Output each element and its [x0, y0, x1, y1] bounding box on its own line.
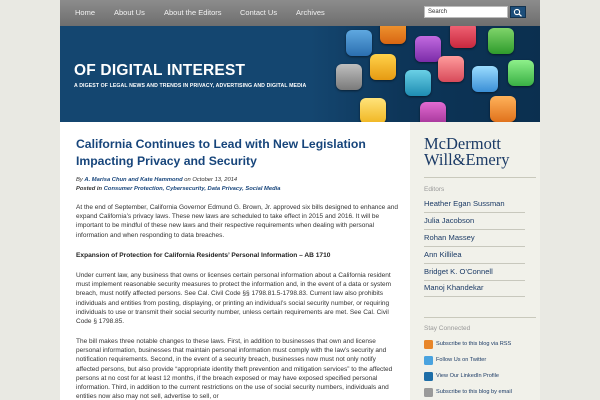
search-button[interactable]: [510, 6, 526, 18]
post-title[interactable]: California Continues to Lead with New Legislation Impacting Privacy and Security: [76, 137, 366, 168]
post-subheading: Expansion of Protection for California Residents’ Personal Information – AB 1710: [76, 252, 331, 259]
post-categories-line: [76, 186, 280, 192]
app-icon: [360, 98, 386, 122]
divider: [424, 317, 536, 318]
search-input[interactable]: Search: [424, 6, 508, 18]
nav-archives[interactable]: Archives: [296, 8, 325, 17]
rss-link[interactable]: [424, 338, 536, 351]
nav-about-us[interactable]: About Us: [114, 8, 145, 17]
editor-link[interactable]: Julia Jacobson: [424, 213, 525, 230]
linkedin-link[interactable]: [424, 370, 536, 383]
by-prefix: By: [76, 177, 83, 183]
divider: [424, 177, 536, 178]
app-icon: [508, 60, 534, 86]
site-banner: [60, 26, 540, 122]
nav-home[interactable]: Home: [75, 8, 96, 17]
app-icon: [415, 36, 441, 62]
post-paragraph: At the end of September, California Governor Edmund G. Brown, Jr. approved six bills designed to enhance and expand California’s privacy laws. These new laws are scheduled to take effect in 2015 and 2016. It will be important to be mindful of these new laws and their respective requirements when dealing with personal information and when responding to data breaches.: [76, 204, 398, 239]
twitter-link[interactable]: [424, 354, 536, 367]
top-nav-bar: [60, 0, 540, 26]
editors-heading: Editors: [424, 186, 445, 193]
post-categories[interactable]: Consumer Protection, Cybersecurity, Data Privacy, Social Media: [103, 186, 281, 192]
mcdermott-logo[interactable]: [424, 136, 509, 167]
app-icon: [346, 30, 372, 56]
post-date: October 13, 2014: [192, 177, 238, 183]
nav-about-editors[interactable]: About the Editors: [164, 8, 222, 17]
post-paragraph: Under current law, any business that owns or licenses certain personal information about a California resident must implement reasonable security measures to protect the information and, in the event of a data or system breach, must notify affected persons. See Cal. Civil Code §§ 1798.81.5-1798.83. Current law also prohibits individuals and entities from posting, displaying, or printing an individual’s social security number, or requiring individuals to use or transmit their social security number, unless certain requirements are met. See Cal. Civil Code § 1798.85.: [76, 272, 392, 326]
editor-link[interactable]: Heather Egan Sussman: [424, 196, 525, 213]
site-title[interactable]: OF DIGITAL INTEREST: [74, 62, 246, 79]
logo-line: Will&Emery: [424, 149, 510, 169]
on-prefix: on: [184, 177, 191, 183]
linkedin-icon: [424, 372, 433, 381]
editor-link[interactable]: Bridget K. O’Connell: [424, 264, 525, 281]
editor-link[interactable]: Manoj Khandekar: [424, 280, 525, 297]
sidebar: [410, 122, 540, 400]
rss-link-label: Subscribe to this blog via RSS: [436, 341, 512, 347]
app-icon: [405, 70, 431, 96]
nav-contact-us[interactable]: Contact Us: [240, 8, 278, 17]
search-icon: [513, 8, 523, 17]
email-link-label: Subscribe to this blog by email: [436, 389, 512, 395]
rss-icon: [424, 340, 433, 349]
lock-icon: [336, 64, 362, 90]
linkedin-link-label: View Our LinkedIn Profile: [436, 373, 500, 379]
post-paragraph: The bill makes three notable changes to these laws. First, in addition to businesses that own and license personal information, businesses that maintain personal information must comply with the law’s security and notification requirements. Second, in the event of a security breach, businesses now must not only notify affected persons, but also provide “appropriate identity theft prevention and mitigation services” to the affected persons at no cost for at least 12 months, if the breach exposed or may have exposed specified personal information. Third, in addition to the current restrictions on the use of social security numbers, individuals and entities now also may not sell, advertise to sell, or: [76, 338, 393, 400]
app-icon: [438, 56, 464, 82]
app-icon: [380, 26, 406, 44]
app-icon: [450, 26, 476, 48]
app-icon: [488, 28, 514, 54]
editor-link[interactable]: Ann Killilea: [424, 247, 525, 264]
main-content: [60, 122, 410, 400]
posted-prefix: Posted in: [76, 186, 103, 192]
twitter-link-label: Follow Us on Twitter: [436, 357, 487, 363]
site-tagline: A DIGEST OF LEGAL NEWS AND TRENDS IN PRIVACY, ADVERTISING AND DIGITAL MEDIA: [74, 83, 307, 89]
post-byline: [76, 177, 237, 183]
app-icon: [490, 96, 516, 122]
stay-connected-heading: Stay Connected: [424, 325, 471, 332]
post-authors[interactable]: A. Marisa Chun and Kate Hammond: [84, 177, 183, 183]
mail-icon: [370, 54, 396, 80]
editor-link[interactable]: Rohan Massey: [424, 230, 525, 247]
email-icon: [424, 388, 433, 397]
globe-icon: [472, 66, 498, 92]
app-icon: [420, 102, 446, 122]
twitter-icon: [424, 356, 433, 365]
logo-line: McDermott: [424, 134, 501, 153]
email-subscribe-link[interactable]: [424, 386, 536, 399]
